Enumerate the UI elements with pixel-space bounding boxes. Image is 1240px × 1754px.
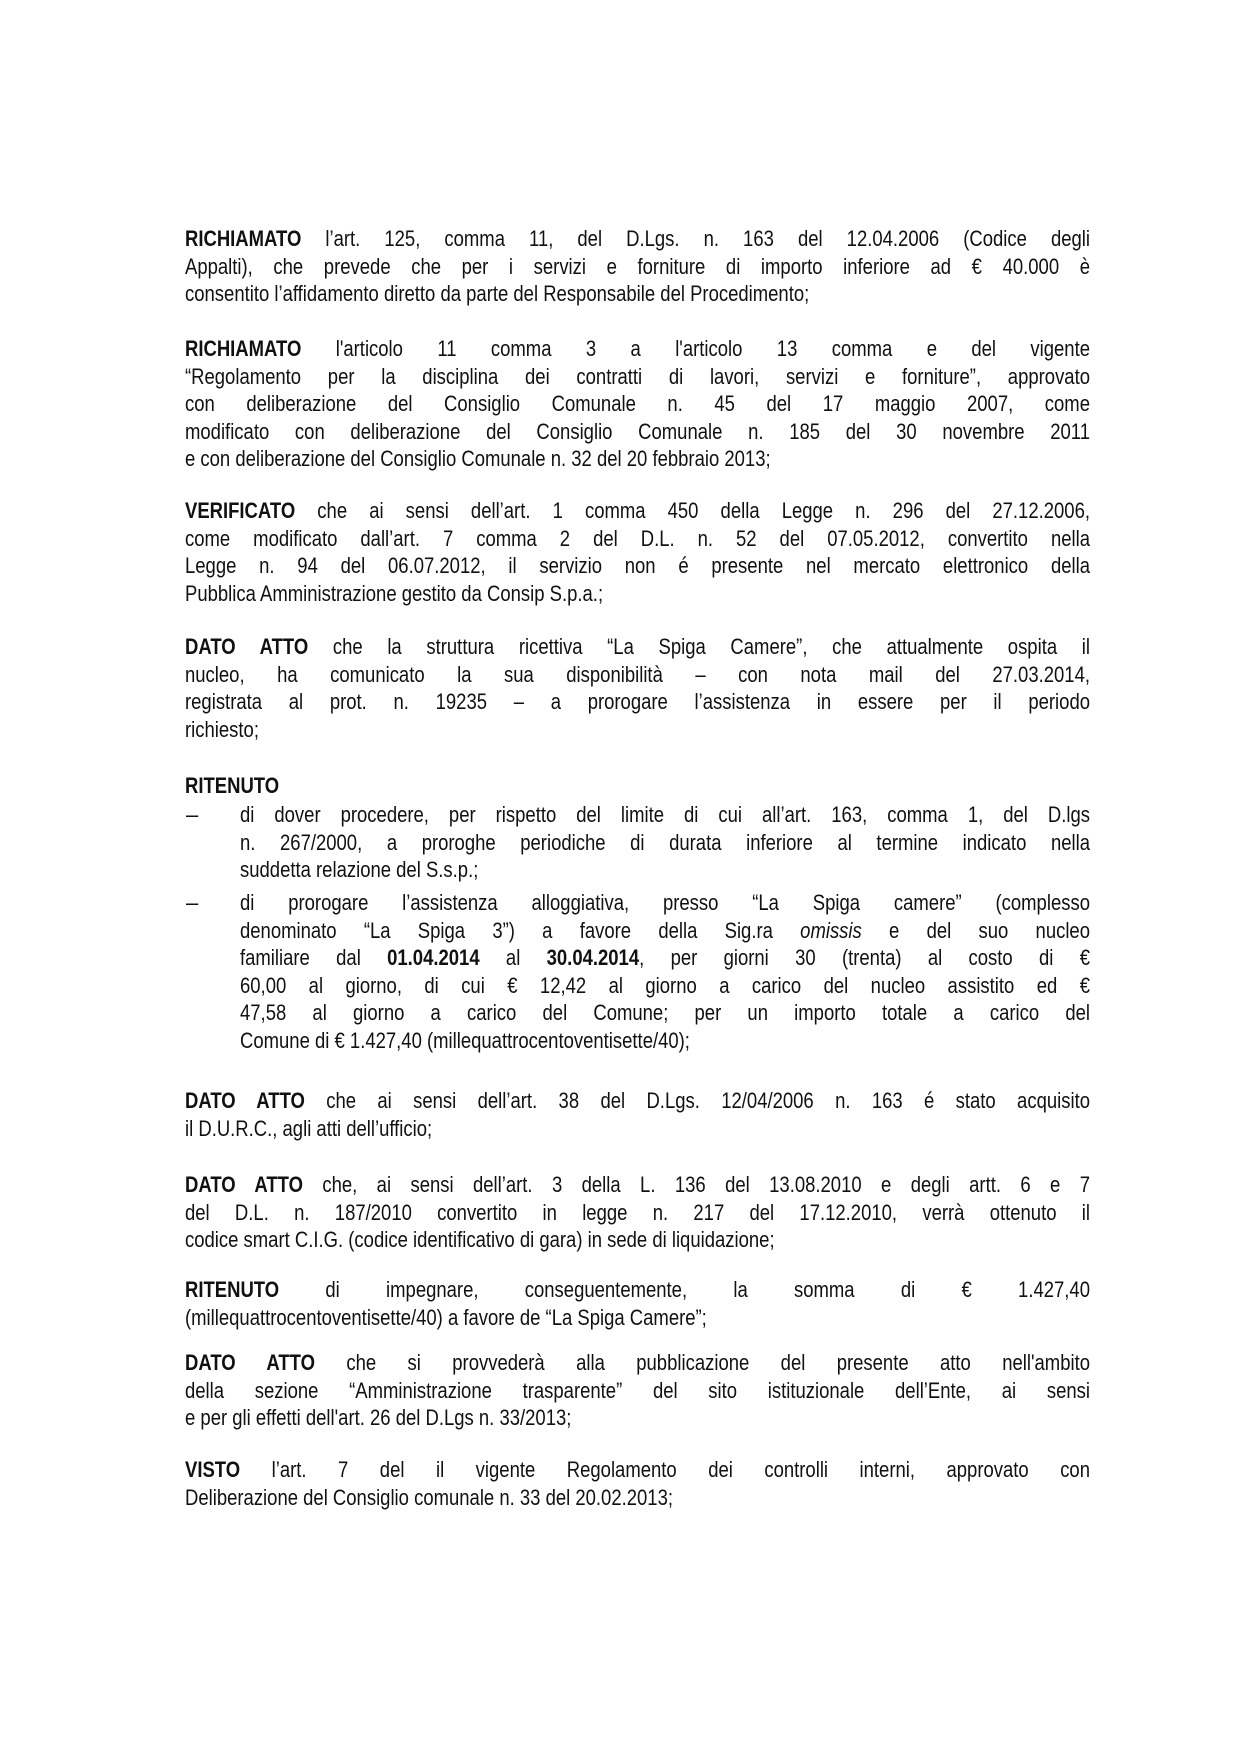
text-run: consentito l’affidamento diretto da parte del Responsabile del Procedimento; <box>185 281 810 307</box>
text-line <box>185 580 1090 608</box>
text-run: il D.U.R.C., agli atti dell’ufficio; <box>185 1115 433 1141</box>
text-run: richiesto; <box>185 716 259 742</box>
text-run: registrata al prot. n. 19235 – a prorogare l’assistenza in essere per il periodo <box>185 689 1090 715</box>
text-line <box>185 1199 1090 1227</box>
text-line <box>240 829 1090 857</box>
text-line <box>185 1171 1090 1199</box>
text-run: che ai sensi dell’art. 38 del D.Lgs. 12/04/2006 n. 163 é stato acquisito <box>304 1088 1090 1113</box>
text-run: che, ai sensi dell’art. 3 della L. 136 del 13.08.2010 e degli artt. 6 e 7 <box>302 1172 1090 1197</box>
text-run: che ai sensi dell’art. 1 comma 450 della Legge n. 296 del 27.12.2006, <box>295 498 1090 523</box>
text-run: l’art. 7 del il vigente Regolamento dei controlli interni, approvato con <box>240 1457 1090 1482</box>
paragraph <box>185 497 1090 607</box>
bold-keyword: 01.04.2014 <box>387 945 480 971</box>
text-line <box>240 917 1090 945</box>
text-run: di prorogare l’assistenza alloggiativa, presso “La Spiga camere” (complesso <box>240 890 1090 915</box>
text-run: che la struttura ricettiva “La Spiga Camere”, che attualmente ospita il <box>308 634 1090 659</box>
text-line <box>240 856 1090 884</box>
text-run: l’art. 125, comma 11, del D.Lgs. n. 163 del 12.04.2006 (Codice degli <box>301 226 1090 251</box>
paragraph <box>185 1087 1090 1142</box>
text-line <box>185 1226 1090 1254</box>
text-line <box>185 1304 1090 1332</box>
text-run: “Regolamento per la disciplina dei contratti di lavori, servizi e forniture”, approvato <box>185 363 1090 389</box>
text-line <box>185 716 1090 744</box>
text-run: della sezione “Amministrazione trasparente” del sito istituzionale dell’Ente, ai sensi <box>185 1377 1090 1403</box>
bold-keyword: RITENUTO <box>185 773 280 798</box>
text-run: nucleo, ha comunicato la sua disponibilità – con nota mail del 27.03.2014, <box>185 661 1090 687</box>
bold-keyword: DATO ATTO <box>185 1088 305 1113</box>
text-run: e per gli effetti dell'art. 26 del D.Lgs n. 33/2013; <box>185 1405 572 1431</box>
text-line <box>240 999 1090 1027</box>
text-run: codice smart C.I.G. (codice identificativo di gara) in sede di liquidazione; <box>185 1227 775 1253</box>
paragraph <box>185 225 1090 308</box>
text-line <box>185 418 1090 446</box>
text-line <box>240 801 1090 829</box>
text-run: , per giorni 30 (trenta) al costo di € <box>639 945 1090 971</box>
text-run: come modificato dall’art. 7 comma 2 del D.L. n. 52 del 07.05.2012, convertito nella <box>185 525 1090 551</box>
text-run: familiare dal <box>240 945 388 971</box>
text-line <box>185 280 1090 308</box>
text-run: che si provvederà alla pubblicazione del presente atto nell'ambito <box>314 1350 1090 1375</box>
text-line <box>185 552 1090 580</box>
bold-keyword: VERIFICATO <box>185 498 296 523</box>
list-item <box>240 801 1090 884</box>
text-run: Appalti), che prevede che per i servizi e forniture di importo inferiore ad € 40.000 è <box>185 253 1090 279</box>
text-line <box>240 972 1090 1000</box>
text-run: (millequattrocentoventisette/40) a favore de “La Spiga Camere”; <box>185 1304 707 1330</box>
text-run: Deliberazione del Consiglio comunale n. 33 del 20.02.2013; <box>185 1484 674 1510</box>
paragraph <box>185 772 1090 800</box>
bold-keyword: RITENUTO <box>185 1277 280 1302</box>
text-line <box>185 772 1090 800</box>
text-line <box>185 661 1090 689</box>
bold-keyword: DATO ATTO <box>185 1350 315 1375</box>
text-line <box>185 497 1090 525</box>
text-run: e con deliberazione del Consiglio Comunale n. 32 del 20 febbraio 2013; <box>185 446 771 472</box>
text-line <box>185 1349 1090 1377</box>
paragraph <box>185 335 1090 473</box>
text-run: Pubblica Amministrazione gestito da Consip S.p.a.; <box>185 580 604 606</box>
text-run: l'articolo 11 comma 3 a l'articolo 13 comma e del vigente <box>301 336 1090 361</box>
italic-text: omissis <box>800 917 862 943</box>
bold-keyword: DATO ATTO <box>185 634 309 659</box>
text-run: n. 267/2000, a proroghe periodiche di durata inferiore al termine indicato nella <box>240 829 1090 855</box>
text-line <box>185 1115 1090 1143</box>
text-run: con deliberazione del Consiglio Comunale n. 45 del 17 maggio 2007, come <box>185 391 1090 417</box>
text-run: Comune di € 1.427,40 (millequattrocentoventisette/40); <box>240 1027 690 1053</box>
text-line <box>185 390 1090 418</box>
text-run: suddetta relazione del S.s.p.; <box>240 857 479 883</box>
bold-keyword: RICHIAMATO <box>185 226 302 251</box>
text-line <box>240 944 1090 972</box>
text-line <box>185 445 1090 473</box>
text-run: modificato con deliberazione del Consiglio Comunale n. 185 del 30 novembre 2011 <box>185 418 1090 444</box>
bold-keyword: VISTO <box>185 1457 241 1482</box>
text-line <box>185 688 1090 716</box>
text-run: di dover procedere, per rispetto del limite di cui all’art. 163, comma 1, del D.lgs <box>240 802 1090 827</box>
bold-keyword: RICHIAMATO <box>185 336 302 361</box>
bold-keyword: 30.04.2014 <box>546 945 640 971</box>
text-line <box>240 889 1090 917</box>
bold-keyword: DATO ATTO <box>185 1172 303 1197</box>
text-run: e del suo nucleo <box>861 917 1091 943</box>
text-run: denominato “La Spiga 3”) a favore della Sig.ra <box>240 917 801 943</box>
text-run: 47,58 al giorno a carico del Comune; per un importo totale a carico del <box>240 1000 1090 1026</box>
bullet-dash: – <box>186 890 199 915</box>
bullet-dash: – <box>186 802 199 827</box>
text-line <box>185 1377 1090 1405</box>
text-line <box>185 335 1090 363</box>
text-line <box>185 253 1090 281</box>
text-line <box>185 633 1090 661</box>
text-line <box>185 1087 1090 1115</box>
text-line <box>185 1276 1090 1304</box>
text-line <box>185 1484 1090 1512</box>
text-run: al <box>479 945 547 971</box>
text-run: Legge n. 94 del 06.07.2012, il servizio non é presente nel mercato elettronico della <box>185 553 1090 579</box>
paragraph <box>185 1456 1090 1511</box>
text-run: del D.L. n. 187/2010 convertito in legge n. 217 del 17.12.2010, verrà ottenuto il <box>185 1199 1090 1225</box>
text-line <box>185 1456 1090 1484</box>
paragraph <box>185 1171 1090 1254</box>
text-line <box>185 525 1090 553</box>
text-line <box>185 225 1090 253</box>
paragraph <box>185 633 1090 743</box>
text-run: 60,00 al giorno, di cui € 12,42 al giorno a carico del nucleo assistito ed € <box>240 972 1090 998</box>
text-line <box>240 1027 1090 1055</box>
paragraph <box>185 1349 1090 1432</box>
text-line <box>185 1404 1090 1432</box>
list-item <box>240 889 1090 1055</box>
text-line <box>185 363 1090 391</box>
text-run: di impegnare, conseguentemente, la somma di € 1.427,40 <box>279 1277 1090 1302</box>
paragraph <box>185 1276 1090 1331</box>
